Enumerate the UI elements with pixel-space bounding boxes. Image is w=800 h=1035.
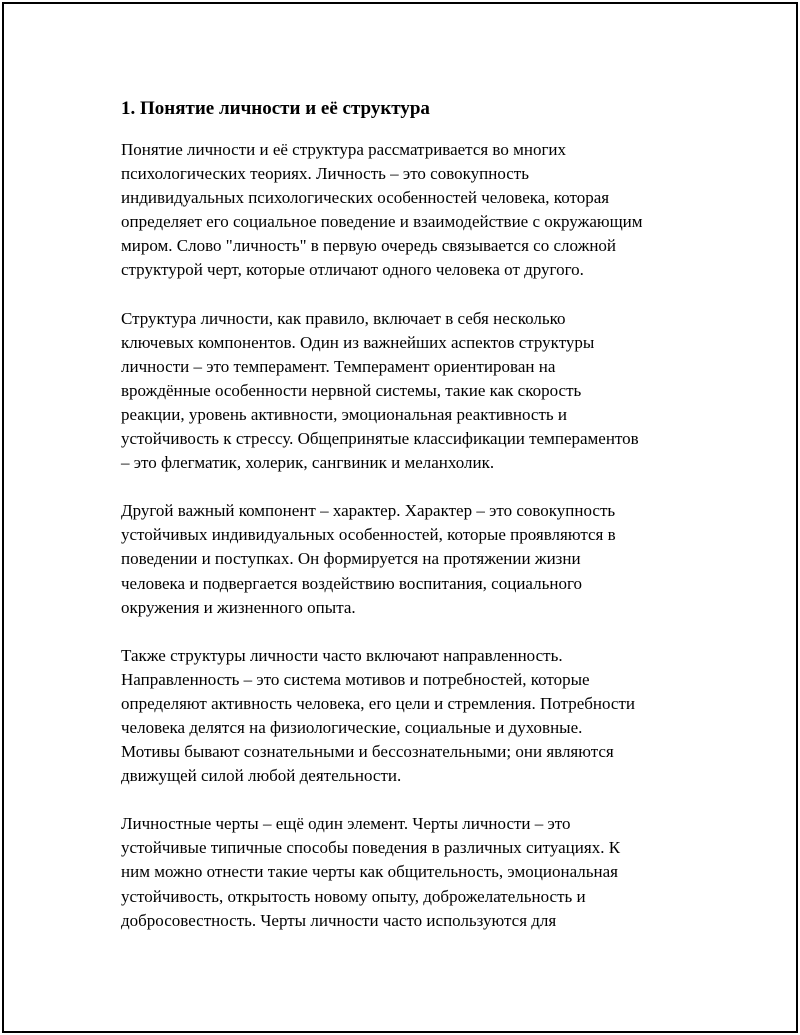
text-line: устойчивость, открытость новому опыту, доброжелательность и [121,886,586,906]
text-line: ключевых компонентов. Один из важнейших аспектов структуры [121,332,595,352]
paragraph-temperament [121,307,701,476]
text-line: человека и подвергается воздействию воспитания, социального [121,573,582,593]
text-line: структурой черт, которые отличают одного человека от другого. [121,260,584,280]
text-line: миром. Слово "личность" в первую очередь связывается со сложной [121,236,617,256]
document-body [121,96,701,933]
text-line: определяет его социальное поведение и взаимодействие с окружающим [121,212,643,232]
text-line: движущей силой любой деятельности. [121,766,402,786]
text-line: определяют активность человека, его цели и стремления. Потребности [121,693,635,713]
text-line: врождённые особенности нервной системы, такие как скорость [121,380,582,400]
text-line: Направленность – это система мотивов и потребностей, которые [121,669,590,689]
text-line: человека делятся на физиологические, социальные и духовные. [121,717,583,737]
text-line: устойчивость к стрессу. Общепринятые классификации темпераментов [121,429,639,449]
text-line: Другой важный компонент – характер. Характер – это совокупность [121,501,616,521]
text-line: личности – это темперамент. Темперамент ориентирован на [121,356,556,376]
text-line: – это флегматик, холерик, сангвиник и меланхолик. [121,453,495,473]
text-line: Также структуры личности часто включают направленность. [121,645,563,665]
text-line: Понятие личности и её структура рассматривается во многих [121,140,567,159]
paragraph-orientation [121,644,701,789]
text-line: Личностные черты – ещё один элемент. Черты личности – это [121,814,571,834]
text-line: поведении и поступках. Он формируется на протяжении жизни [121,549,581,569]
page-frame [2,2,798,1033]
paragraph-character [121,499,701,619]
text-line: устойчивые типичные способы поведения в различных ситуациях. К [121,838,621,858]
text-line: Структура личности, как правило, включает в себя несколько [121,308,566,328]
text-line: окружения и жизненного опыта. [121,597,356,617]
text-line: индивидуальных психологических особенностей человека, которая [121,188,610,208]
section-heading: 1. Понятие личности и её структура [121,98,430,119]
text-line: добросовестность. Черты личности часто используются для [121,910,557,930]
text-line: психологических теориях. Личность – это совокупность [121,164,529,184]
text-line: реакции, уровень активности, эмоциональная реактивность и [121,404,567,424]
text-line: Мотивы бывают сознательными и бессознательными; они являются [121,742,614,762]
text-line: ним можно отнести такие черты как общительность, эмоциональная [121,862,618,882]
paragraph-personality-traits [121,812,701,932]
text-line: устойчивых индивидуальных особенностей, которые проявляются в [121,525,616,545]
paragraph-personality-concept [121,138,701,283]
